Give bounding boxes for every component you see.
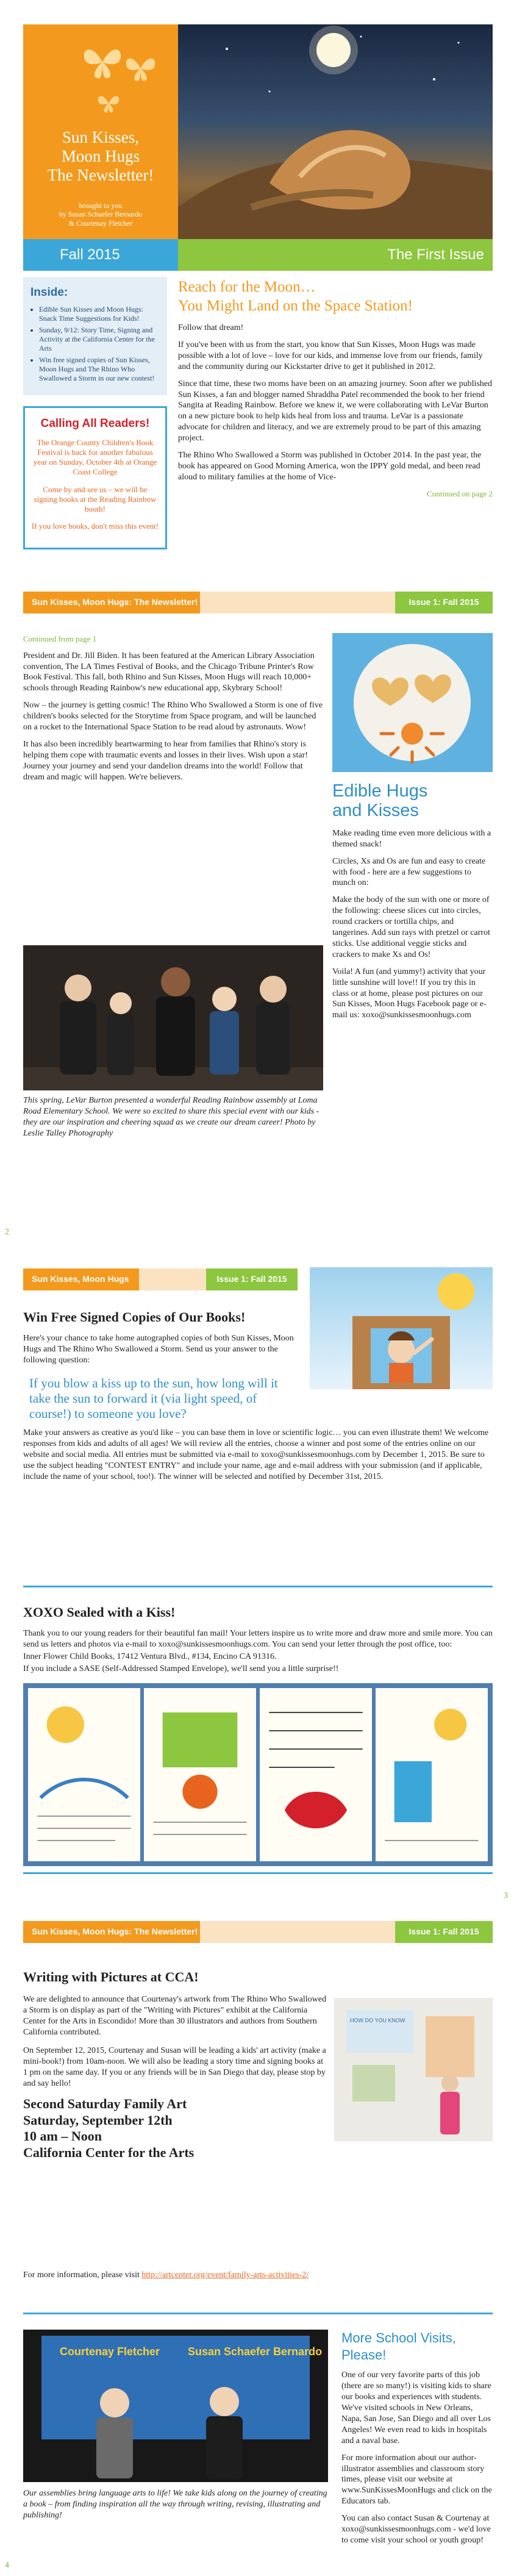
byline-line: brought to you	[79, 201, 123, 210]
header-divider	[139, 1268, 206, 1290]
photo-caption: Our assemblies bring language arts to life! We take kids along on the journey of creating a book – from finding inspiration all the way through writing, revising, illustrating and publishing!	[23, 2489, 327, 2521]
fan-letter	[376, 1688, 488, 1861]
masthead	[23, 24, 493, 239]
heading-line: and Kisses	[332, 800, 419, 820]
newsletter-title	[23, 128, 178, 185]
gallery-wall-text: HOW DO YOU KNOW	[350, 2017, 405, 2023]
article-paragraph: Since that time, these two moms have been on an amazing journey. Soon after we published Sun Kisses, a fan and blogger named Shraddha Patel recommended the book to her friend Sangita at Reading Rainbow. Before we knew it, we were collaborating with LeVar Burton on a new picture book to help kids heal from loss and trauma. LeVar is a passionate advocate for children and literacy, and we are extremely proud to be part of this amazing project.	[178, 379, 493, 443]
contest-heading: Win Free Signed Copies of Our Books!	[23, 1309, 246, 1325]
group-photo-illustration	[23, 945, 323, 1090]
article-paragraph: It has also been incredibly heartwarming to hear from families that Rhino's story is helping them cope with traumatic events and losses in their lives. Wish upon a star! Journey your journey and send your dandelion dreams into the world! Follow that dream and magic will happen. We're believers.	[23, 739, 308, 782]
cca-paragraph: We are delighted to announce that Courtenay's artwork from The Rhino Who Swallowed a Storm is on display as part of the "Writing with Pictures" exhibit at the California Center for the Arts in Escondido! More than 30 illustrators and authors from Southern California contributed.	[23, 1995, 326, 2037]
event-line: 10 am – Noon	[23, 2128, 102, 2144]
inside-item: • Sunday, 9/12: Story Time, Signing and Activity at the California Center for the Arts	[39, 326, 160, 353]
inside-box	[23, 277, 167, 395]
event-line: California Center for the Arts	[23, 2144, 195, 2160]
title-line: Moon Hugs	[61, 147, 140, 166]
xoxo-paragraph: Thank you to our young readers for their beautiful fan mail! Your letters inspire us to write more and draw more and smile more. You can send us letters and photos via e-mail to xoxo@sunkissesmoonhugs.com. You can send your letter through the post office, too:	[23, 1629, 493, 1650]
calling-text: Come by and see us – we will be signing books at the Reading Rainbow booth!	[34, 484, 157, 514]
header-issue: Issue 1: Fall 2015	[206, 1268, 298, 1290]
calling-text: If you love books, don't miss this event!	[31, 521, 159, 531]
info-prefix: For more information, please visit	[23, 2270, 142, 2280]
inside-item: • Edible Sun Kisses and Moon Hugs: Snack Time Suggestions for Kids!	[39, 305, 160, 323]
article-paragraph: Now – the journey is getting cosmic! The Rhino Who Swallowed a Storm is one of five children's books selected for the Storytime from Space program, and will be launched on a rocket to the International Space Station to be read aloud by astronauts. Wow!	[23, 701, 323, 732]
continued-link[interactable]: Continued on page 2	[427, 488, 493, 498]
xoxo-section	[23, 1604, 493, 1680]
title-line: The Newsletter!	[47, 166, 154, 185]
visits-heading: More School Visits, Please!	[341, 2330, 456, 2363]
edible-heading	[332, 782, 493, 821]
calling-heading: Calling All Readers!	[40, 417, 150, 431]
newsletter-page-1	[0, 0, 514, 579]
fan-letters-collage	[23, 1683, 493, 1866]
gallery-illustration	[334, 1998, 493, 2141]
masthead-title-panel	[23, 24, 178, 239]
fan-letter	[28, 1688, 140, 1861]
contest-section	[23, 1309, 493, 1487]
byline-line: by Susan Schaefer Bernardo	[59, 210, 143, 219]
issue-label: The First Issue	[178, 239, 493, 271]
inside-list	[30, 305, 160, 383]
photo-caption: This spring, LeVar Burton presented a wonderful Reading Rainbow assembly at Loma Road Elementary School. We were so excited to share this special event with our kids - they are our inspiration and cheering squad as we create our dream career! Photo by Leslie Talley Photography	[23, 1096, 319, 1138]
section-divider	[23, 2313, 493, 2314]
continued-from-label: Continued from page 1	[23, 634, 97, 643]
moon-illustration	[178, 24, 493, 239]
sidebar	[23, 277, 167, 549]
stage-illustration	[23, 2330, 328, 2482]
page-number: 2	[5, 1228, 9, 1237]
edible-paragraph: Make the body of the sun with one or more of the following: cheese slices cut into circles, round crackers or tortilla chips, and tangerines. Add sun rays with pretzel or carrot sticks. Use additional veggie sticks and crackers to make Xs and Os!	[332, 895, 490, 959]
more-info-line	[23, 2270, 493, 2281]
visits-paragraph: You can also contact Susan & Courtenay at xoxo@sunkissesmoonhugs.com - we'd love to come visit your school or youth group!	[341, 2514, 491, 2545]
heading-line: You Might Land on the Space Station!	[178, 297, 413, 314]
header-divider	[200, 1921, 395, 1943]
continued-article	[23, 634, 323, 789]
letter-drawing	[144, 1688, 256, 1861]
header-divider	[200, 592, 395, 614]
letter-drawing	[376, 1688, 488, 1861]
page-header	[23, 592, 493, 614]
snack-photo	[332, 633, 493, 772]
gallery-photo	[334, 1998, 493, 2141]
header-title: Sun Kisses, Moon Hugs: The Newsletter!	[23, 592, 200, 614]
lead-article-heading	[178, 278, 493, 315]
visits-paragraph: For more information about our author-illustrator assemblies and classroom story times, please visit our website at www.SunKissesMoonHugs and click on the Educators tab.	[341, 2453, 492, 2506]
newsletter-page-3	[0, 1244, 514, 1909]
article-paragraph: If you've been with us from the start, you know that Sun Kisses, Moon Hugs was made possible with a lot of love – love for our kids, and immense love from our friends, family and the community during our Kickstarter drive to get it published in 2012.	[178, 340, 483, 371]
cca-article	[23, 1964, 328, 2161]
lead-article	[167, 277, 493, 549]
page-number: 3	[504, 1891, 508, 1900]
banner-text: Susan Schaefer Bernardo	[188, 2345, 323, 2358]
inside-item: • Win free signed copies of Sun Kisses, Moon Hugs and The Rhino Who Swallowed a Storm in our new contest!	[39, 356, 160, 383]
xoxo-heading: XOXO Sealed with a Kiss!	[23, 1605, 176, 1620]
issue-band	[23, 239, 493, 271]
header-issue: Issue 1: Fall 2015	[395, 1921, 493, 1943]
section-divider	[23, 1586, 493, 1587]
school-visits-section	[341, 2330, 493, 2552]
byline-line: & Courtenay Fletcher	[68, 218, 133, 227]
edible-paragraph: Circles, Xs and Os are fun and easy to create with food - here are a few suggestions to munch on:	[332, 856, 486, 888]
article-paragraph: Follow that dream!	[178, 323, 244, 332]
fan-letter	[260, 1688, 372, 1861]
snack-plate-illustration	[332, 633, 493, 772]
season-label: Fall 2015	[23, 239, 178, 271]
butterfly-icon	[96, 93, 121, 115]
cca-paragraph: On September 12, 2015, Courtenay and Susan will be leading a kids' art activity (make a mini-book!) from 10am-noon. We will also be leading a story time and signing books at 1 pm on the same day. If you or any friends will be in San Diego that day, please stop by and say hello!	[23, 2045, 326, 2088]
heading-line: Reach for the Moon…	[178, 279, 316, 295]
event-line: Saturday, September 12th	[23, 2112, 173, 2128]
header-title: Sun Kisses, Moon Hugs	[23, 1268, 139, 1290]
article-paragraph: The Rhino Who Swallowed a Storm was published in October 2014. In the past year, the book has appeared on Good Morning America, won the IPPY gold medal, and been read aloud to military families at the home of Vice-	[178, 451, 482, 482]
edible-hugs-sidebar	[332, 633, 493, 1027]
letter-drawing	[28, 1688, 140, 1861]
section-divider	[23, 1872, 493, 1874]
edible-paragraph: Make reading time even more delicious with a themed snack!	[332, 828, 491, 849]
event-link[interactable]: http://artcenter.org/event/family-arts-activities-2/	[141, 2270, 309, 2280]
sun-icon	[438, 1273, 474, 1310]
page1-body	[23, 277, 493, 549]
newsletter-page-2	[0, 579, 514, 1244]
cca-heading: Writing with Pictures at CCA!	[23, 1969, 199, 1984]
page-header	[23, 1921, 493, 1943]
event-details	[23, 2096, 328, 2161]
newsletter-page-4	[0, 1909, 514, 2576]
calling-text: The Orange County Children's Book Festival is back for another fabulous year on Sunday, October 4th at Orange Coast College	[33, 437, 157, 477]
inside-heading: Inside:	[30, 286, 68, 299]
header-title: Sun Kisses, Moon Hugs: The Newsletter!	[23, 1921, 200, 1943]
contest-intro: Here's your chance to take home autographed copies of both Sun Kisses, Moon Hugs and The Rhino Who Swallowed a Storm. Send us your answer to the following question:	[23, 1334, 294, 1365]
banner-text: Courtenay Fletcher	[60, 2345, 160, 2358]
contest-rules: Make your answers as creative as you'd like – you can base them in love or scientific logic… you can even illustrate them! We welcome responses from kids and adults of all ages! We will review all the entries, choose a winner and post some of the entries online on our website and social media. All entries must be submitted via e-mail to xoxo@sunkissesmoonhugs.com by December 1, 2015. Be sure to use the subject heading "CONTEST ENTRY" and include your name, age and e-mail address with your submission (and if applicable, include the name of your school, too!). The winner will be selected and notified by December 31st, 2015.	[23, 1428, 489, 1482]
butterfly-icon	[81, 44, 124, 82]
header-issue: Issue 1: Fall 2015	[395, 592, 493, 614]
fan-letter	[144, 1688, 256, 1861]
butterfly-icon	[124, 54, 157, 84]
heading-line: Edible Hugs	[332, 781, 428, 801]
event-line: Second Saturday Family Art	[23, 2096, 187, 2112]
page1-content	[23, 24, 493, 549]
assembly-stage-photo	[23, 2330, 328, 2482]
assembly-photo	[23, 945, 323, 1090]
page-header	[23, 1268, 298, 1290]
edible-paragraph: Voila! A fun (and yummy!) activity that your little sunshine will love!! If you try this in class or at home, please post pictures on our Sun Kisses, Moon Hugs Facebook page or e-mail us: xoxo@sunkissesmoonhugs.com	[332, 967, 487, 1020]
page-number: 4	[5, 2561, 9, 2570]
contest-question: If you blow a kiss up to the sun, how long will it take the sun to forward it (via light speed, of course!) to someone you love?	[29, 1375, 278, 1422]
visits-paragraph: One of our very favorite parts of this job (there are so many!) is visiting kids to share our books and experiences with students. We've visited schools in New Orleans, Napa, San Jose, San Diego and all over Los Angeles! We even read to kids in hospitals and a naval base.	[341, 2370, 491, 2445]
masthead-illustration	[178, 24, 493, 239]
calling-all-readers-box	[23, 406, 167, 549]
xoxo-paragraph: If you include a SASE (Self-Addressed Stamped Envelope), we'll send you a little surprise!!	[23, 1664, 339, 1673]
mailing-address: Inner Flower Child Books, 17412 Ventura Blvd., #134, Encino CA 91316.	[23, 1651, 277, 1661]
newsletter-byline	[23, 201, 178, 227]
title-line: Sun Kisses,	[62, 128, 140, 146]
letter-drawing	[260, 1688, 372, 1861]
article-paragraph: President and Dr. Jill Biden. It has been featured at the American Library Association convention, The LA Times Festival of Books, and the Chicago Tribune Printer's Row Book Festival. This fall, both Rhino and Sun Kisses, Moon Hugs will reach 10,000+ schools through Reading Rainbow's new educational app, Skybrary School!	[23, 651, 315, 693]
